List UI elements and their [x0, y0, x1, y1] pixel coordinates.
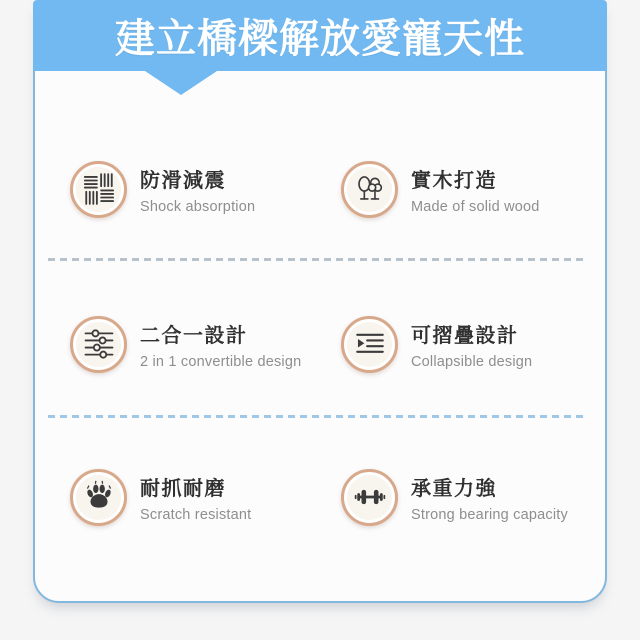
feature-item-two-in-one	[70, 313, 336, 375]
dashed-divider	[48, 258, 586, 261]
dumbbell-icon	[353, 480, 387, 514]
two-in-one-icon	[82, 327, 116, 361]
feature-title: 防滑減震	[140, 169, 226, 192]
feature-item-shock-absorption	[70, 158, 336, 220]
icon-circle	[70, 469, 127, 526]
header-banner	[33, 0, 607, 71]
icon-circle	[70, 316, 127, 373]
page-title: 建立橋樑解放愛寵天性	[115, 17, 525, 61]
feature-title: 可摺疊設計	[411, 324, 519, 347]
feature-item-bearing-capacity	[341, 466, 607, 528]
feature-subtitle: Collapsible design	[411, 353, 533, 370]
feature-subtitle: Strong bearing capacity	[411, 506, 568, 523]
feature-item-solid-wood	[341, 158, 607, 220]
anti-slip-icon	[82, 172, 116, 206]
feature-card	[33, 0, 607, 603]
feature-item-foldable	[341, 313, 607, 375]
feature-title: 承重力強	[411, 477, 497, 500]
icon-circle	[341, 161, 398, 218]
feature-title: 實木打造	[411, 169, 497, 192]
feature-subtitle: Shock absorption	[140, 198, 256, 215]
feature-subtitle: Made of solid wood	[411, 198, 540, 215]
icon-circle	[70, 161, 127, 218]
feature-subtitle: 2 in 1 convertible design	[140, 353, 302, 370]
feature-item-scratch-resistant	[70, 466, 336, 528]
header-notch-arrow	[145, 71, 217, 95]
paw-icon	[82, 480, 116, 514]
feature-title: 耐抓耐磨	[140, 477, 226, 500]
feature-subtitle: Scratch resistant	[140, 506, 252, 523]
dashed-divider	[48, 415, 586, 418]
icon-circle	[341, 316, 398, 373]
foldable-icon	[353, 327, 387, 361]
solid-wood-icon	[353, 172, 387, 206]
feature-title: 二合一設計	[140, 324, 248, 347]
icon-circle	[341, 469, 398, 526]
